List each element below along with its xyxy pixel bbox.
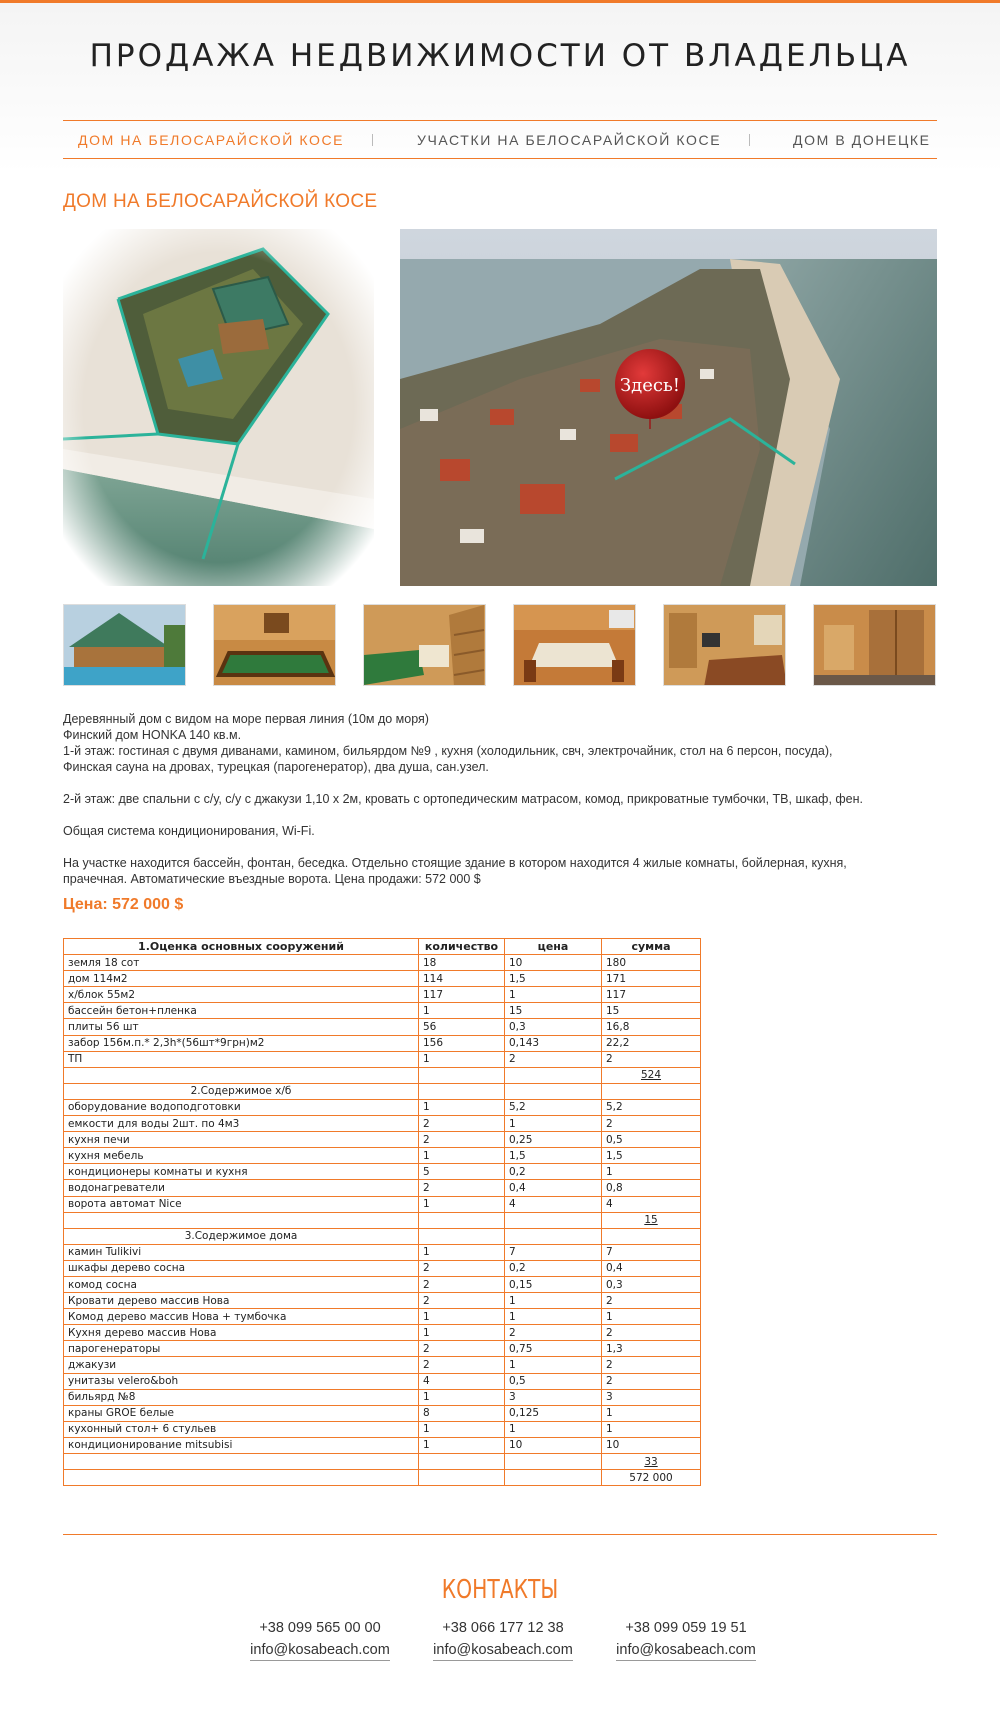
table-cell: кухонный стол+ 6 стульев [64,1421,419,1437]
table-subtotal-row [64,1454,701,1470]
table-cell: 3 [602,1389,701,1405]
table-cell: 0,4 [602,1260,701,1276]
table-cell: 1 [505,987,602,1003]
table-row [64,955,701,971]
table-cell: 2 [505,1051,602,1067]
table-cell: 1 [419,1099,505,1115]
table-cell: 1,5 [505,971,602,987]
table-subtotal-cell: 33 [602,1454,701,1470]
table-empty-cell [505,1228,602,1244]
table-empty-cell [505,1212,602,1228]
table-cell: 3 [505,1389,602,1405]
table-cell: 0,75 [505,1341,602,1357]
property-description [63,711,943,903]
contact-email-link[interactable]: info@kosabeach.com [250,1640,390,1661]
table-cell: дом 114м2 [64,971,419,987]
table-cell: 18 [419,955,505,971]
plot-aerial-photo[interactable] [63,229,374,586]
contact-email-link[interactable]: info@kosabeach.com [433,1640,573,1661]
table-cell: 1 [419,1148,505,1164]
table-cell: водонагреватели [64,1180,419,1196]
table-cell: х/блок 55м2 [64,987,419,1003]
thumbnail-hallway[interactable] [813,604,936,686]
table-cell: 1 [505,1421,602,1437]
description-paragraph: 2-й этаж: две спальни с с/у, с/у с джакузи 1,10 х 2м, кровать с ортопедическим матрасом, комод, прикроватные тумбочки, ТВ, шкаф, фен. [63,792,864,806]
table-cell: 2 [602,1293,701,1309]
table-cell: 2 [419,1260,505,1276]
table-cell: 2 [602,1051,701,1067]
table-section-title: 2.Содержимое х/б [64,1083,419,1099]
table-cell: 1 [419,1244,505,1260]
table-cell: емкости для воды 2шт. по 4м3 [64,1116,419,1132]
table-section-row [64,1228,701,1244]
table-cell: 0,3 [602,1276,701,1292]
table-cell: 0,3 [505,1019,602,1035]
table-cell: парогенераторы [64,1341,419,1357]
thumbnail-billiard-room[interactable] [213,604,336,686]
table-cell: 114 [419,971,505,987]
table-cell: 2 [602,1357,701,1373]
table-cell: забор 156м.п.* 2,3h*(56шт*9грн)м2 [64,1035,419,1051]
table-cell: 15 [602,1003,701,1019]
table-cell: 1 [419,1051,505,1067]
table-empty-cell [419,1454,505,1470]
table-cell: 1,3 [602,1341,701,1357]
table-cell: 5,2 [505,1099,602,1115]
table-cell: комод сосна [64,1276,419,1292]
table-cell: Комод дерево массив Нова + тумбочка [64,1309,419,1325]
table-empty-cell [419,1083,505,1099]
table-cell: 10 [505,955,602,971]
thumbnail-exterior-pool[interactable] [63,604,186,686]
table-cell: 2 [419,1276,505,1292]
site-title: ПРОДАЖА НЕДВИЖИМОСТИ ОТ ВЛАДЕЛЬЦА [89,38,911,74]
table-cell: 10 [505,1437,602,1453]
table-subtotal-cell: 15 [602,1212,701,1228]
table-subtotal-row [64,1470,701,1486]
table-empty-cell [505,1083,602,1099]
table-cell: кухня мебель [64,1148,419,1164]
table-cell: 1 [505,1293,602,1309]
table-row [64,1421,701,1437]
table-subtotal-row [64,1212,701,1228]
table-row [64,1244,701,1260]
description-paragraph: На участке находится бассейн, фонтан, беседка. Отдельно стоящие здание в котором находится 4 жилые комнаты, бойлерная, кухня, прачечная. Автоматические въездные ворота. Цена продажи: 572 000 $ [63,856,847,886]
table-section-row [64,1083,701,1099]
table-header-cell: сумма [602,939,701,955]
footer-divider [63,1534,937,1535]
table-cell: 156 [419,1035,505,1051]
table-row [64,987,701,1003]
table-cell: 5 [419,1164,505,1180]
table-subtotal-cell: 572 000 [602,1470,701,1486]
here-badge-label: Здесь! [619,375,681,396]
table-cell: кондиционеры комнаты и кухня [64,1164,419,1180]
table-cell: 1 [419,1421,505,1437]
table-row [64,1099,701,1115]
table-cell: 0,5 [602,1132,701,1148]
table-empty-cell [505,1454,602,1470]
table-subtotal-row [64,1067,701,1083]
table-cell: бильярд №8 [64,1389,419,1405]
table-row [64,1116,701,1132]
contact-block [418,1618,588,1661]
table-header-cell: количество [419,939,505,955]
table-cell: 0,125 [505,1405,602,1421]
table-cell: 0,4 [505,1180,602,1196]
nav-separator [372,134,373,146]
table-cell: шкафы дерево сосна [64,1260,419,1276]
table-cell: плиты 56 шт [64,1019,419,1035]
table-header-row [64,939,701,955]
description-paragraph: Общая система кондиционирования, Wi-Fi. [63,824,315,838]
description-paragraph: Деревянный дом с видом на море первая линия (10м до моря) Финский дом HONKA 140 кв.м. 1-й этаж: гостиная с двумя диванами, камином, бильярдом №9 , кухня (холодильник, свч, электрочайник, стол на 6 персон, посуда), Финская сауна на дровах, турецкая (парогенератор), два душа, сан.узел. [63,712,833,774]
table-cell: 1 [419,1437,505,1453]
table-cell: 171 [602,971,701,987]
table-cell: 5,2 [602,1099,701,1115]
table-cell: оборудование водоподготовки [64,1099,419,1115]
table-cell: 117 [602,987,701,1003]
contact-phone[interactable]: +38 099 059 19 51 [625,1620,747,1636]
table-row [64,1003,701,1019]
table-cell: 2 [419,1132,505,1148]
table-cell: 1 [602,1421,701,1437]
table-row [64,1276,701,1292]
table-empty-cell [64,1454,419,1470]
table-row [64,1260,701,1276]
table-cell: 15 [505,1003,602,1019]
table-empty-cell [505,1067,602,1083]
table-cell: 1,5 [602,1148,701,1164]
nav-item-house-donetsk[interactable]: ДОМ В ДОНЕЦКЕ [793,132,931,148]
contacts-title: КОНТАКТЫ [441,1575,559,1605]
table-cell: 2 [419,1341,505,1357]
table-empty-cell [419,1067,505,1083]
spit-aerial-photo[interactable] [400,229,937,586]
table-cell: 1 [419,1389,505,1405]
table-cell: 0,143 [505,1035,602,1051]
price-label: Цена: 572 000 $ [63,896,184,913]
nav-item-house-belosaraiskaya[interactable]: ДОМ НА БЕЛОСАРАЙСКОЙ КОСЕ [78,132,345,148]
table-cell: 56 [419,1019,505,1035]
thumbnail-living-room[interactable] [363,604,486,686]
table-row [64,1019,701,1035]
table-cell: 1 [602,1164,701,1180]
table-cell: кондиционирование mitsubisi [64,1437,419,1453]
table-empty-cell [64,1212,419,1228]
table-cell: 1 [505,1309,602,1325]
table-cell: 1 [419,1309,505,1325]
table-cell: ТП [64,1051,419,1067]
table-cell: 117 [419,987,505,1003]
table-cell: 2 [602,1325,701,1341]
table-cell: 16,8 [602,1019,701,1035]
table-cell: 180 [602,955,701,971]
table-row [64,1389,701,1405]
table-subtotal-cell: 524 [602,1067,701,1083]
table-row [64,1373,701,1389]
table-row [64,1180,701,1196]
table-cell: 0,2 [505,1164,602,1180]
table-row [64,1309,701,1325]
table-row [64,1437,701,1453]
table-cell: 22,2 [602,1035,701,1051]
main-nav [63,120,937,159]
table-cell: 1 [602,1405,701,1421]
table-row [64,1341,701,1357]
table-row [64,1357,701,1373]
table-header-cell: 1.Оценка основных сооружений [64,939,419,955]
table-cell: 2 [419,1357,505,1373]
nav-separator [749,134,750,146]
nav-item-plots-belosaraiskaya[interactable]: УЧАСТКИ НА БЕЛОСАРАЙСКОЙ КОСЕ [417,132,722,148]
table-row [64,1035,701,1051]
estimate-table [63,938,701,1486]
table-empty-cell [419,1470,505,1486]
table-row [64,1405,701,1421]
table-cell: 10 [602,1437,701,1453]
table-empty-cell [64,1470,419,1486]
table-row [64,1325,701,1341]
table-cell: земля 18 сот [64,955,419,971]
table-empty-cell [602,1083,701,1099]
table-empty-cell [505,1470,602,1486]
table-cell: джакузи [64,1357,419,1373]
table-cell: Кровати дерево массив Нова [64,1293,419,1309]
table-header-cell: цена [505,939,602,955]
contact-block [235,1618,405,1661]
table-cell: 1 [419,1325,505,1341]
table-row [64,1164,701,1180]
thumbnail-bedroom[interactable] [663,604,786,686]
table-cell: 7 [505,1244,602,1260]
table-cell: 2 [419,1116,505,1132]
table-empty-cell [419,1212,505,1228]
table-row [64,1132,701,1148]
table-cell: 0,15 [505,1276,602,1292]
table-empty-cell [602,1228,701,1244]
table-cell: 1,5 [505,1148,602,1164]
table-cell: 2 [602,1373,701,1389]
table-row [64,1051,701,1067]
table-cell: 4 [419,1373,505,1389]
table-cell: 4 [602,1196,701,1212]
table-section-title: 3.Содержимое дома [64,1228,419,1244]
table-row [64,1196,701,1212]
table-empty-cell [419,1228,505,1244]
page-heading: ДОМ НА БЕЛОСАРАЙСКОЙ КОСЕ [63,191,378,212]
table-row [64,971,701,987]
table-cell: 2 [419,1180,505,1196]
table-cell: 1 [419,1196,505,1212]
table-body [64,955,701,1486]
contact-block [601,1618,771,1661]
table-cell: 0,2 [505,1260,602,1276]
table-cell: 1 [602,1309,701,1325]
table-cell: краны GROE белые [64,1405,419,1421]
table-cell: 0,8 [602,1180,701,1196]
table-cell: 0,5 [505,1373,602,1389]
table-cell: Кухня дерево массив Нова [64,1325,419,1341]
table-cell: 1 [505,1357,602,1373]
contact-phone[interactable]: +38 099 565 00 00 [259,1620,381,1636]
table-cell: унитазы velero&boh [64,1373,419,1389]
contact-phone[interactable]: +38 066 177 12 38 [442,1620,564,1636]
table-cell: 7 [602,1244,701,1260]
table-cell: 2 [602,1116,701,1132]
table-cell: ворота автомат Nice [64,1196,419,1212]
thumbnail-kitchen[interactable] [513,604,636,686]
table-cell: 2 [419,1293,505,1309]
table-cell: 8 [419,1405,505,1421]
table-row [64,1148,701,1164]
table-cell: 0,25 [505,1132,602,1148]
table-cell: 1 [505,1116,602,1132]
contact-email-link[interactable]: info@kosabeach.com [616,1640,756,1661]
table-cell: кухня печи [64,1132,419,1148]
table-cell: 4 [505,1196,602,1212]
table-cell: 2 [505,1325,602,1341]
table-empty-cell [64,1067,419,1083]
table-cell: бассейн бетон+пленка [64,1003,419,1019]
table-cell: 1 [419,1003,505,1019]
table-cell: камин Tulikivi [64,1244,419,1260]
table-row [64,1293,701,1309]
